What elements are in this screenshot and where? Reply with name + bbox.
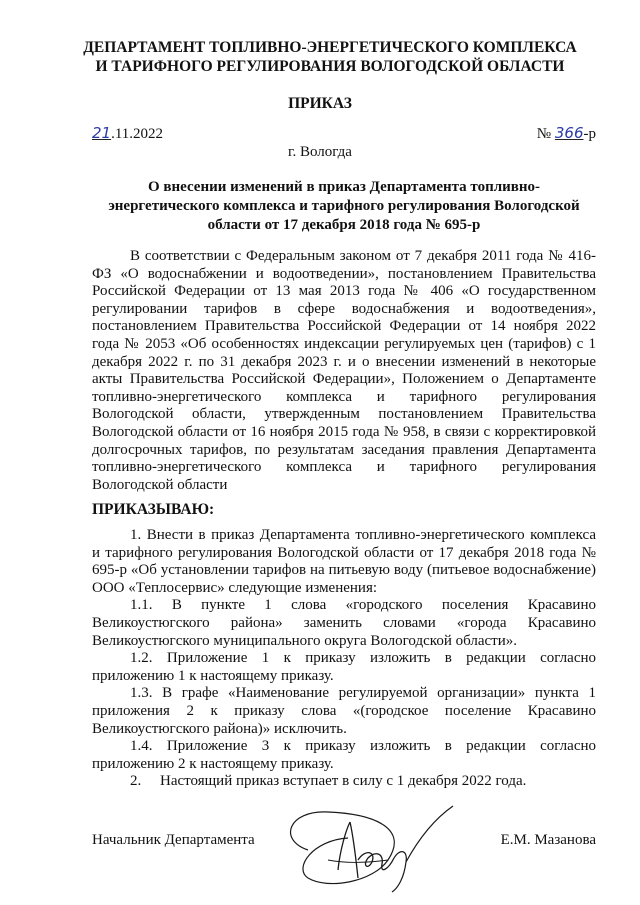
department-line-2: И ТАРИФНОГО РЕГУЛИРОВАНИЯ ВОЛОГОДСКОЙ ОБЛАСТИ bbox=[95, 58, 565, 75]
order-word: ПРИКАЗЫВАЮ: bbox=[92, 501, 215, 518]
number-handwritten: 366 bbox=[554, 124, 584, 142]
signatory-title: Начальник Департамента bbox=[92, 832, 255, 848]
item-1-3: 1.3. В графе «Наименование регулируемой организации» пункта 1 приложения 2 к приказу слова «(городское поселение Красавино Великоустюгского района)» исключить. bbox=[92, 685, 596, 737]
heading-line-2: энергетического комплекса и тарифного регулирования Вологодской bbox=[108, 198, 580, 214]
document-number bbox=[537, 124, 596, 143]
item-2: 2. Настоящий приказ вступает в силу с 1 декабря 2022 года. bbox=[130, 773, 527, 790]
department-line-1: ДЕПАРТАМЕНТ ТОПЛИВНО-ЭНЕРГЕТИЧЕСКОГО КОМПЛЕКСА bbox=[83, 39, 577, 56]
heading-line-3: области от 17 декабря 2018 года № 695-р bbox=[207, 217, 481, 233]
heading-line-1: О внесении изменений в приказ Департамента топливно- bbox=[147, 179, 541, 195]
department-name bbox=[40, 38, 620, 76]
city: г. Вологда bbox=[288, 144, 352, 160]
item-1-1: 1.1. В пункте 1 слова «городского поселения Красавино Великоустюгского района» заменить словами «города Красавино Великоустюгского муниципального округа Вологодской области». bbox=[92, 597, 596, 649]
item-1-2: 1.2. Приложение 1 к приказу изложить в редакции согласно приложению 1 к настоящему приказу. bbox=[92, 650, 596, 684]
number-suffix: -р bbox=[583, 126, 596, 142]
preamble-paragraph bbox=[92, 248, 596, 494]
order-items bbox=[92, 527, 596, 791]
date-day-handwritten: 21 bbox=[92, 124, 112, 142]
item-1-4: 1.4. Приложение 3 к приказу изложить в редакции согласно приложению 2 к настоящему приказу. bbox=[92, 738, 596, 772]
date-rest: .11.2022 bbox=[111, 126, 164, 142]
document-date bbox=[92, 124, 163, 143]
signature-row bbox=[92, 832, 596, 854]
signatory-name: Е.М. Мазанова bbox=[500, 832, 596, 848]
document-heading bbox=[92, 178, 596, 235]
date-number-line bbox=[92, 124, 596, 146]
number-prefix: № bbox=[536, 126, 555, 142]
document-type: ПРИКАЗ bbox=[288, 95, 352, 112]
item-1: 1. Внести в приказ Департамента топливно-энергетического комплекса и тарифного регулирования Вологодской области от 17 декабря 2018 года № 695-р «Об установлении тарифов на питьевую воду (питьевое водоснабжение) ООО «Теплосервис» следующие изменения: bbox=[92, 527, 596, 596]
preamble-text: В соответствии с Федеральным законом от 7 декабря 2011 года № 416-ФЗ «О водоснабжении и водоотведении», постановлением Правительства Российской Федерации от 13 мая 2013 года № 406 «О государственном регулировании тарифов в сфере водоснабжения и водоотведения», постановлением Правительства Российской Федерации от 14 ноября 2022 года № 2053 «Об особенностях индексации регулируемых цен (тарифов) с 1 декабря 2022 г. по 31 декабря 2023 г. и о внесении изменений в некоторые акты Правительства Российской Федерации», Положением о Департаменте топливно-энергетического комплекса и тарифного регулирования Вологодской области, утвержденным постановлением Правительства Вологодской области от 16 ноября 2015 года № 958, в связи с корректировкой долгосрочных тарифов, по результатам заседания правления Департамента топливно-энергетического комплекса и тарифного регулирования Вологодской области bbox=[92, 248, 596, 493]
